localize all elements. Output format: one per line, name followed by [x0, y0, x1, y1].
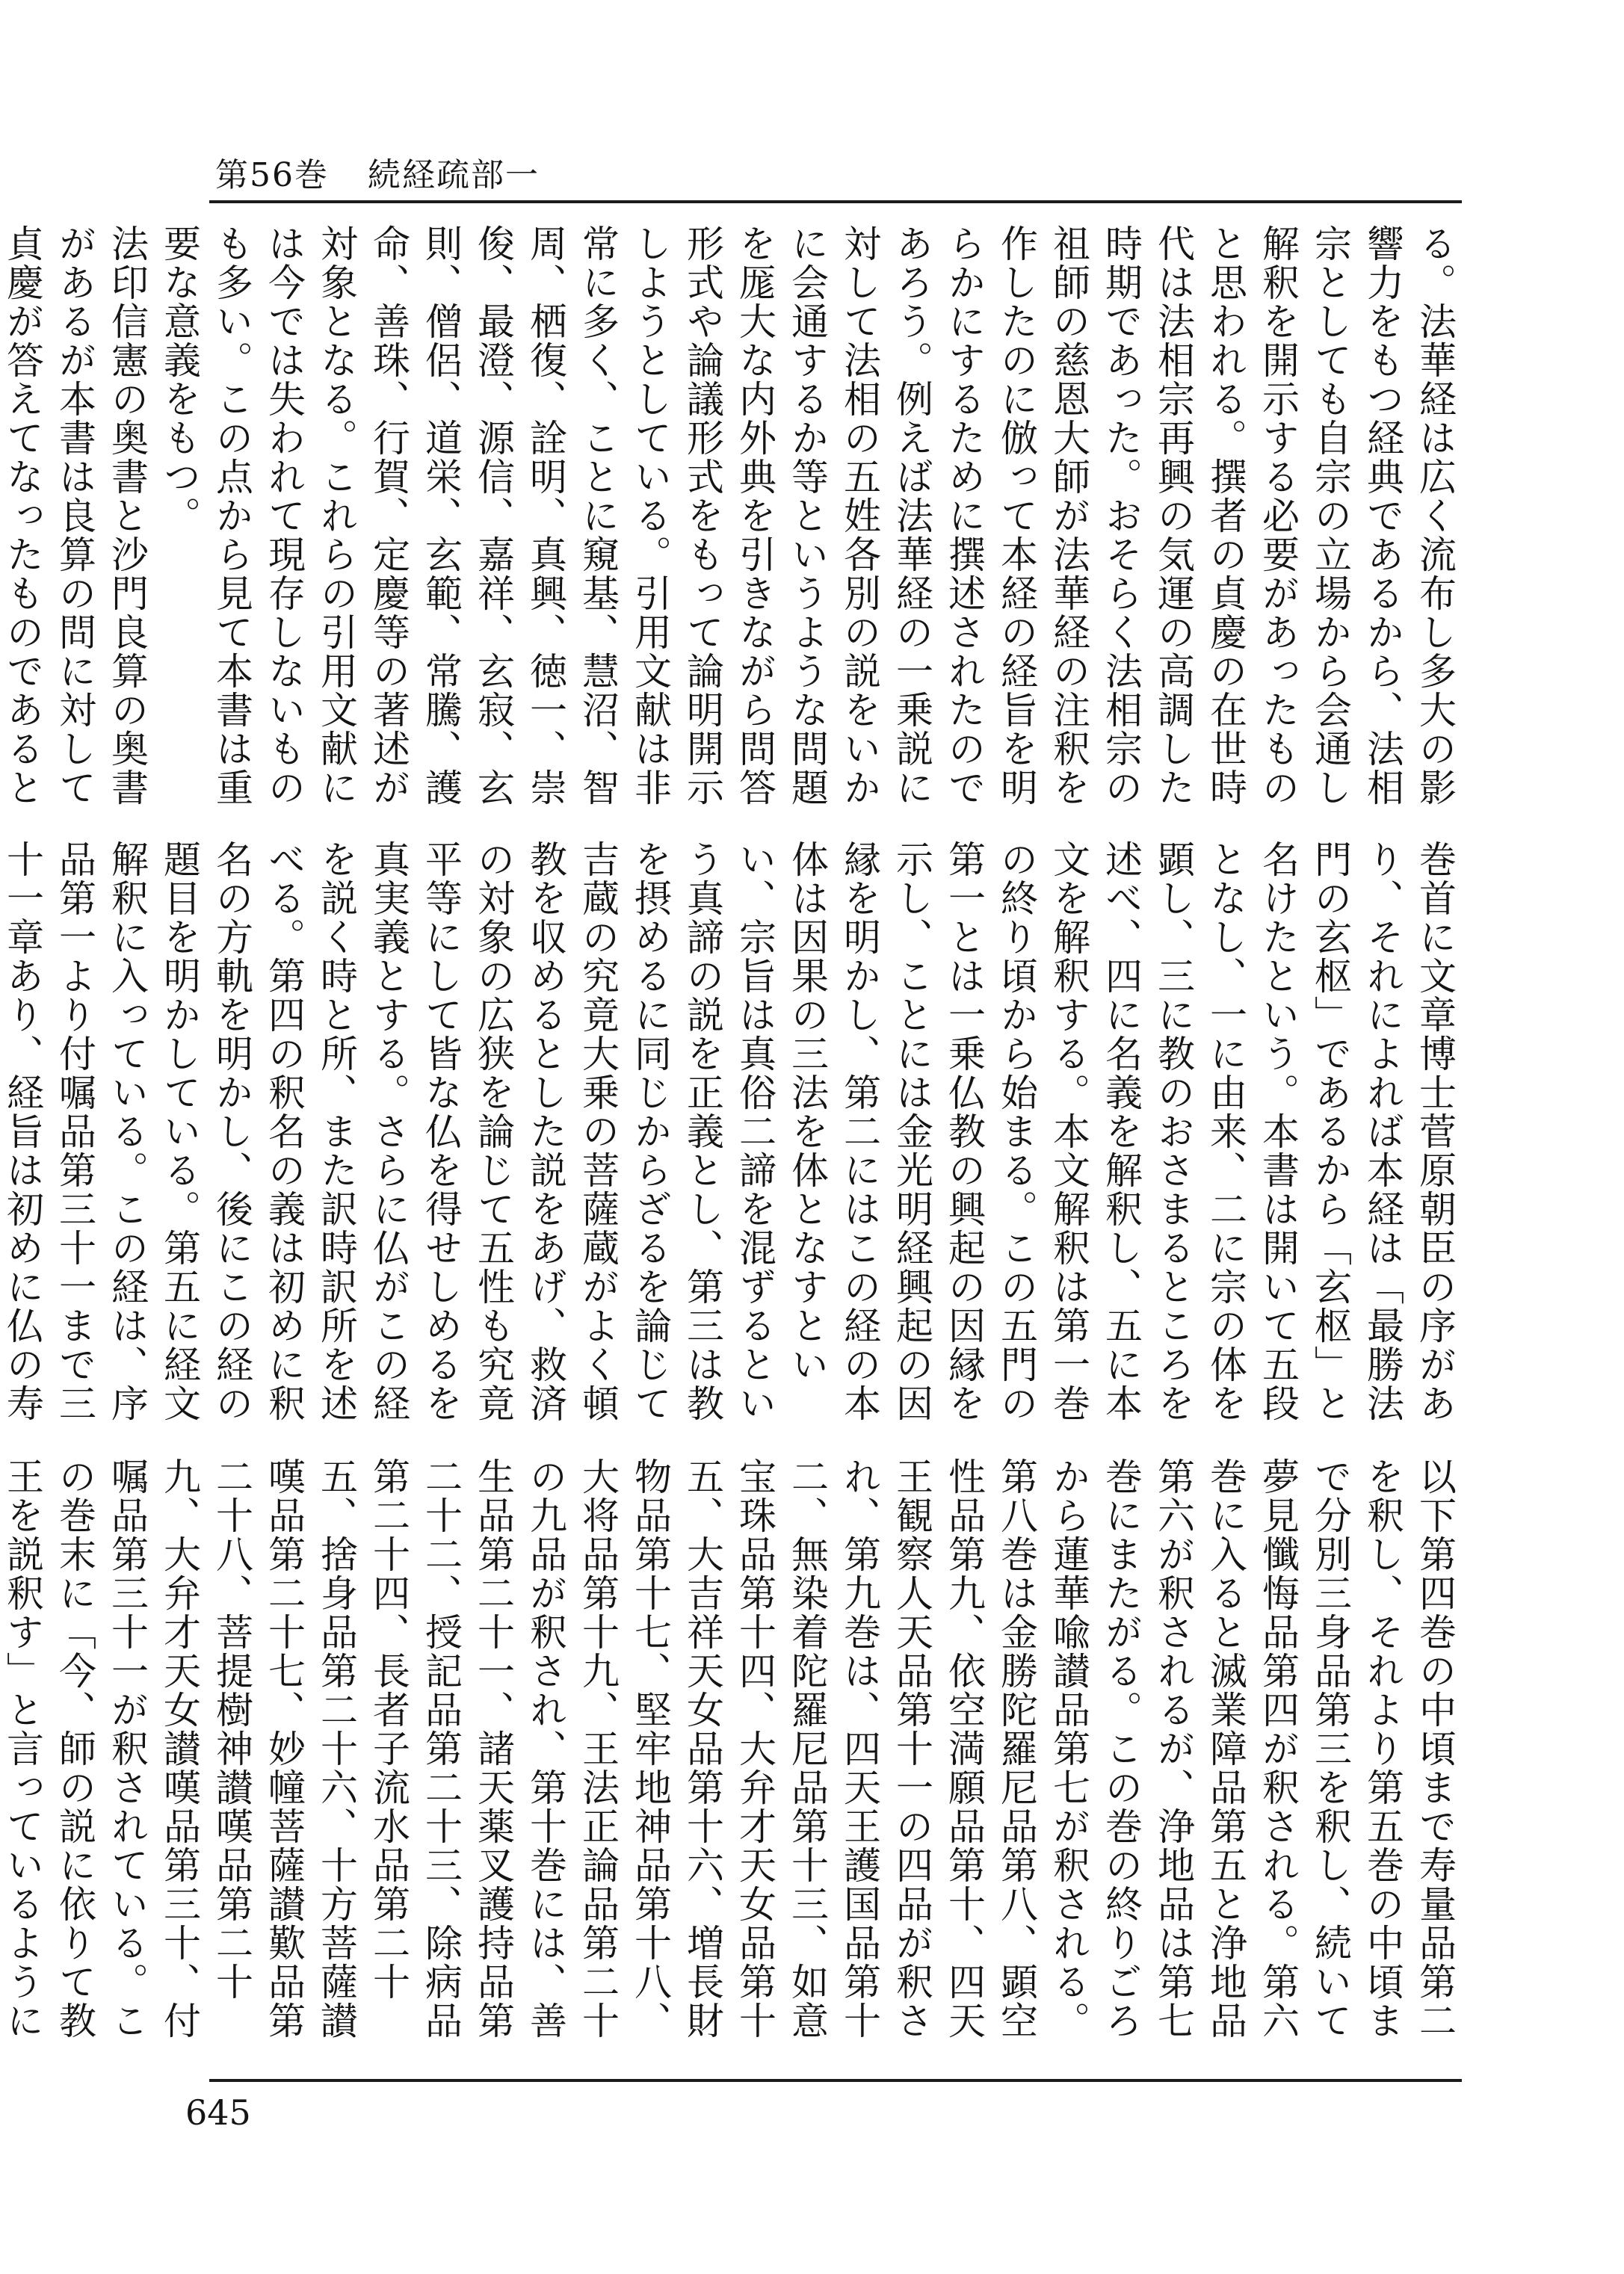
volume-label: 第56巻 [215, 156, 329, 194]
text-column-upper [0, 224, 1461, 837]
paragraph: る。法華経は広く流布し多大の影響力をもつ経典であるから、法相宗としても自宗の立場から会通し解釈を開示する必要があったものと思われる。撰者の貞慶の在世時代は法相宗再興の気運の高調した時期であった。おそらく法相宗の祖師の慈恩大師が法華経の注釈を作したのに倣って本経の経旨を明らかにするために撰述されたのであろう。例えば法華経の一乗説に対して法相の五姓各別の説をいかに会通するか等というような問題を厖大な内外典を引きながら問答形式や論議形式をもって論明開示しようとしている。引用文献は非常に多く、ことに窺基、慧沼、智周、栖復、詮明、真興、徳一、崇俊、最澄、源信、嘉祥、玄寂、玄則、僧侶、道栄、玄範、常騰、護命、善珠、行賀、定慶等の著述が対象となる。これらの引用文献には今では失われて現存しないものも多い。この点から見て本書は重要な意義をもつ。 [158, 224, 1457, 807]
paragraph: 以下第四巻の中頃まで寿量品第二を釈し、それより第五巻の中頃まで分別三身品第三を釈し、続いて夢見懺悔品第四が釈される。第六巻に入ると滅業障品第五と浄地品第六が釈されるが、浄地品は第七巻にまたがる。この巻の終りごろから蓮華喩讃品第七が釈される。第八巻は金勝陀羅尼品第八、顕空性品第九、依空満願品第十、四天王観察人天品第十一の四品が釈され、第九巻は、四天王護国品第十二、無染着陀羅尼品第十三、如意宝珠品第十四、大弁才天女品第十五、大吉祥天女品第十六、増長財物品第十七、堅牢地神品第十八、大将品第十九、王法正論品第二十の九品が釈され、第十巻には、善生品第二十一、諸天薬叉護持品第二十二、授記品第二十三、除病品第二十四、長者子流水品第二十五、捨身品第二十六、十方菩薩讃嘆品第二十七、妙幢菩薩讃歎品第二十八、菩提樹神讃嘆品第二十九、大弁才天女讃嘆品第三十、付嘱品第三十一が釈されている。この巻末に「今、師の説に依りて教王を説釈す」と言っているように [1, 1457, 1457, 2040]
section-label: 続経疏部一 [368, 156, 540, 194]
text-column-lower [0, 1457, 1461, 2070]
footer-rule [209, 2079, 1462, 2082]
text-column-middle [0, 840, 1461, 1453]
running-header [215, 149, 540, 202]
paragraph: 巻首に文章博士菅原朝臣の序があり、それによれば本経は「最勝法門の玄枢」であるから「玄枢」と名けたという。本書は開いて五段となし、一に由来、二に宗の体を顕し、三に教のおさまるところを述べ、四に名義を解釈し、五に本文を解釈する。本文解釈は第一巻の終り頃から始まる。この五門の第一とは一乗仏教の興起の因縁を示し、ことには金光明経興起の因縁を明かし、第二にはこの経の本体は因果の三法を体となすといい、宗旨は真俗二諦を混ずるという真諦の説を正義とし、第三は教を摂めるに同じからざるを論じて吉蔵の究竟大乗の菩薩蔵がよく頓教を収めるとした説をあげ、救済の対象の広狭を論じて五性も究竟平等にして皆な仏を得せしめるを真実義とする。さらに仏がこの経を説く時と所、また訳時訳所を述べる。第四の釈名の義は初めに釈名の方軌を明かし、後にこの経の題目を明かしている。第五に経文解釈に入っている。この経は、序品第一より付嘱品第三十一まで三十一章あり、経旨は初めに仏の寿 [1, 840, 1457, 1423]
paragraph: 法印信憲の奥書と沙門良算の奥書があるが本書は良算の問に対して貞慶が答えてなったものであると [1, 224, 149, 807]
header-rule [209, 200, 1462, 203]
page-number: 645 [185, 2092, 251, 2133]
